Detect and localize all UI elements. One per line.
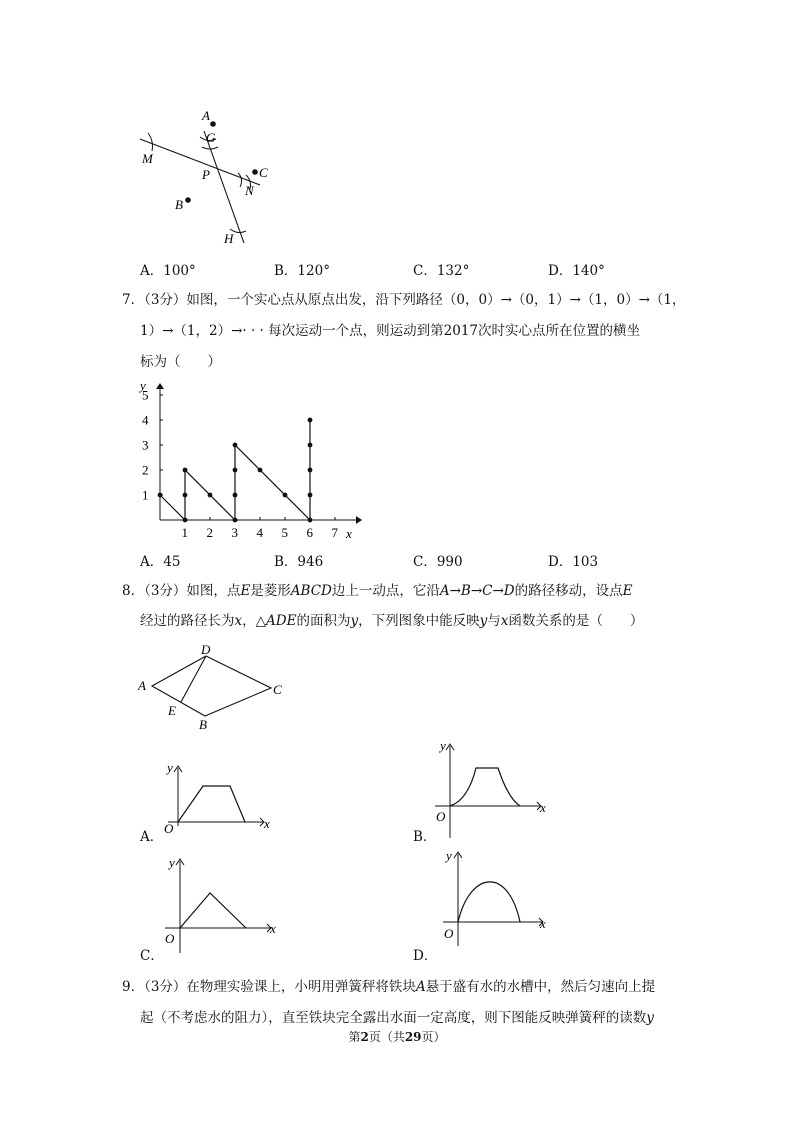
q9-t2b: y (646, 1010, 654, 1026)
q7-option-b: B．946 (274, 554, 324, 570)
q7-y-tick-label: 2 (142, 462, 149, 478)
q7-x-tick-label: 1 (181, 525, 188, 540)
q8-text-line1 (122, 581, 633, 601)
q9-text-line2 (140, 1008, 654, 1028)
q7-point (258, 468, 263, 473)
q7-x-tick-label: 5 (281, 525, 288, 540)
svg-text:y: y (446, 848, 452, 863)
q6-label-h: H (224, 231, 234, 246)
q7-text-line1: 7．（3分）如图，一个实心点从原点出发，沿下列路径（0，0）→（0，1）→（1，0）→（1， (122, 292, 686, 308)
q8-option-c: C． (140, 948, 164, 964)
svg-text:O: O (165, 931, 175, 946)
q7-point (183, 518, 188, 523)
q6-line-gh (204, 131, 244, 243)
footer-page: 2 (360, 1030, 369, 1044)
q6-point-c (252, 169, 258, 175)
svg-text:O: O (164, 821, 174, 836)
q9-text-line1 (122, 977, 655, 997)
q6-label-g: G (206, 130, 216, 145)
q8-t2c: ，△ (242, 613, 267, 629)
page-footer (0, 1028, 794, 1045)
q7-chart (130, 375, 370, 545)
q8-t1b: E (240, 583, 251, 599)
q9-t1b: A (415, 979, 426, 995)
q7-text-line2: 1）→（1，2）→· · · 每次运动一个点，则运动到第2017次时实心点所在位置的横坐 (140, 323, 640, 339)
q8-label-c: C (273, 682, 282, 697)
q8-t2i: 与 (487, 613, 501, 629)
svg-text:x: x (540, 916, 546, 931)
q6-option-a: A．100° (140, 263, 196, 279)
q7-y-tick-label: 5 (142, 387, 149, 403)
q8-t1c: 是菱形 (250, 583, 291, 599)
q6-label-p: P (202, 167, 210, 182)
q7-point (308, 418, 313, 423)
svg-text:y: y (440, 738, 446, 753)
q6-figure (130, 105, 290, 250)
q6-point-a (210, 121, 216, 127)
q7-point (308, 468, 313, 473)
q7-option-c: C．990 (413, 554, 463, 570)
q8-option-a: A． (140, 829, 164, 845)
q8-graph-a-curve (178, 786, 245, 822)
q8-graph-d (430, 846, 555, 951)
q7-x-tick-label: 6 (306, 525, 313, 540)
q8-t1e: 边上一动点，它沿 (331, 583, 440, 599)
q6-option-d: D．140° (548, 263, 605, 279)
q8-option-b: B． (413, 829, 437, 845)
q8-t1g: 的路径移动，设点 (514, 583, 623, 599)
q7-point (183, 493, 188, 498)
q8-graph-a (160, 758, 280, 838)
svg-text:y: y (169, 855, 175, 870)
q7-x-tick-label: 3 (231, 525, 238, 540)
q8-t1f: A→B→C→D (439, 583, 515, 599)
q8-t2d: ADE (266, 613, 297, 629)
q8-t2b: x (234, 613, 243, 629)
q7-x-tick-label: 7 (331, 525, 338, 540)
q8-t1d: ABCD (290, 583, 332, 599)
q7-point (308, 493, 313, 498)
q6-label-b: B (175, 197, 183, 212)
q6-label-c: C (259, 165, 268, 180)
q9-t1a: 9．（3分）在物理实验课上，小明用弹簧秤将铁块 (122, 979, 416, 995)
q8-graph-b-curve (450, 768, 520, 806)
q6-label-m: M (142, 151, 153, 166)
q7-option-a: A．45 (140, 554, 181, 570)
q6-point-b (185, 197, 191, 203)
q7-point (283, 493, 288, 498)
svg-text:x: x (270, 921, 276, 936)
q7-point (233, 493, 238, 498)
q8-t2g: ，下列图象中能反映 (358, 613, 480, 629)
svg-text:x: x (540, 800, 546, 815)
q8-t2f: y (350, 613, 359, 629)
q8-label-d: D (201, 642, 211, 657)
svg-text:O: O (436, 809, 446, 824)
q8-label-b: B (199, 717, 207, 732)
q8-t2e: 的面积为 (296, 613, 351, 629)
q7-y-tick-label: 3 (142, 437, 149, 453)
q8-label-e: E (168, 703, 176, 718)
footer-c: 页（共 (368, 1030, 405, 1044)
q8-graph-b (430, 738, 555, 843)
q7-point (233, 518, 238, 523)
q7-point (158, 493, 163, 498)
q7-xlabel: x (346, 526, 352, 541)
q6-line-mn (140, 139, 260, 185)
svg-text:y: y (167, 760, 173, 775)
q8-text-line2 (140, 611, 643, 631)
q6-label-a: A (202, 108, 210, 123)
q7-point (233, 468, 238, 473)
q7-y-tick-label: 1 (142, 487, 149, 503)
q7-y-tick-label: 4 (142, 412, 149, 428)
q8-graph-c-curve (180, 893, 246, 928)
footer-total: 29 (404, 1030, 422, 1044)
q8-t1h: E (622, 583, 633, 599)
q8-t2j: x (500, 613, 509, 629)
q6-label-n: N (245, 183, 254, 198)
q7-x-tick-label: 2 (206, 525, 213, 540)
q7-point (308, 518, 313, 523)
q8-t2h: y (479, 613, 488, 629)
q8-t1a: 8．（3分）如图，点 (122, 583, 241, 599)
q7-text-line3: 标为（ ） (140, 354, 221, 370)
q9-t1c: 悬于盛有水的水槽中，然后匀速向上提 (425, 979, 656, 995)
q7-point (308, 443, 313, 448)
q7-y-arrow (156, 383, 164, 389)
q8-label-a: A (138, 678, 146, 693)
q8-graph-c (160, 853, 285, 958)
q7-point (183, 468, 188, 473)
footer-e: 页） (421, 1030, 446, 1044)
q7-x-tick-label: 4 (256, 525, 263, 540)
q7-point (233, 443, 238, 448)
q8-t2a: 经过的路径长为 (140, 613, 235, 629)
q6-option-c: C．132° (413, 263, 470, 279)
q7-option-d: D．103 (548, 554, 599, 570)
footer-a: 第 (348, 1030, 361, 1044)
q7-x-arrow (356, 516, 362, 524)
q9-t2a: 起（不考虑水的阻力），直至铁块完全露出水面一定高度，则下图能反映弹簧秤的读数 (140, 1010, 647, 1026)
svg-text:O: O (444, 926, 454, 941)
q7-point (208, 493, 213, 498)
svg-text:x: x (264, 816, 270, 831)
q8-graph-d-curve (458, 882, 520, 922)
q8-rhombus-figure (135, 640, 295, 735)
q8-option-d: D． (413, 948, 438, 964)
q8-t2k: 函数关系的是（ ） (508, 613, 644, 629)
q7-ylabel: y (140, 378, 146, 393)
q6-option-b: B．120° (274, 263, 330, 279)
